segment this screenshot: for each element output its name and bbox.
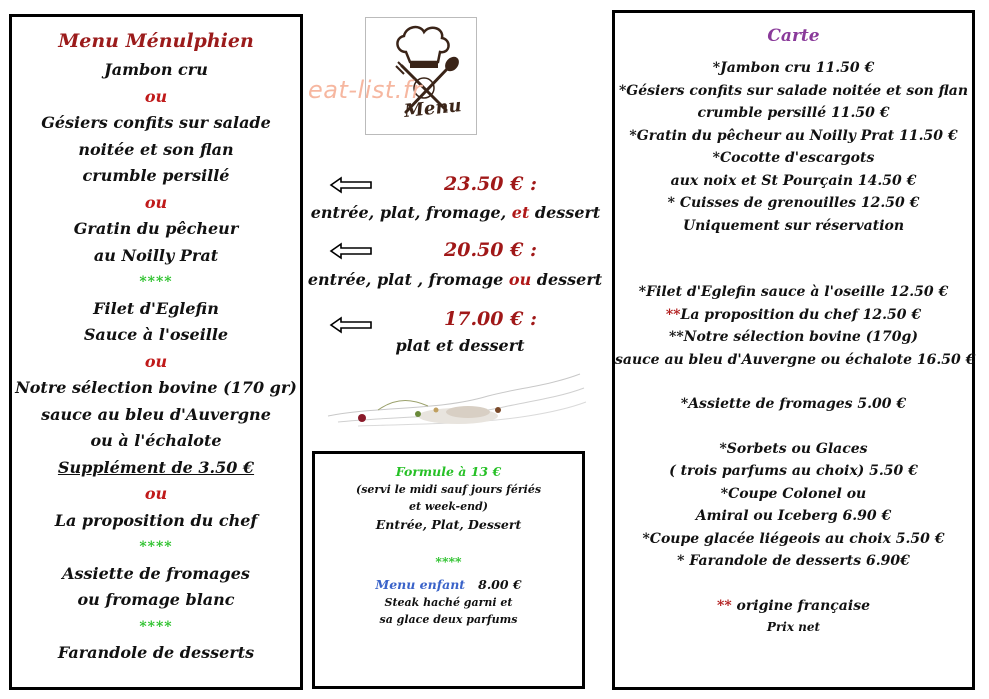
menu-item: ou fromage blanc — [77, 590, 235, 609]
menu-item: ou à l'échalote — [90, 431, 222, 450]
menu-separator-stars: **** — [139, 618, 173, 635]
carte-item — [615, 147, 972, 170]
menu-item: Notre sélection bovine (170 gr) — [15, 378, 297, 397]
menu-item: La proposition du chef — [54, 510, 258, 530]
formula-1-price: 23.50 € : — [444, 173, 537, 195]
kids-menu-heading — [315, 575, 582, 594]
kids-menu-line-1: Steak haché garni et — [384, 596, 513, 609]
menu-separator-ou: ou — [144, 86, 168, 106]
carte-item — [615, 528, 972, 551]
formule-stars: **** — [435, 554, 462, 569]
menu-item: noitée et son flan — [78, 139, 234, 159]
carte-item-text: *Sorbets ou Glaces — [719, 440, 868, 457]
menu-menulphien-panel — [9, 14, 303, 690]
carte-item-text: La proposition du chef 12.50 € — [680, 306, 922, 323]
formula-2-conj: ou — [508, 270, 532, 289]
formule-note-2: et week-end) — [408, 500, 488, 513]
carte-item — [615, 393, 972, 416]
carte-item — [615, 617, 972, 637]
carte-item — [615, 192, 972, 215]
arrow-left-icon — [329, 242, 373, 260]
carte-item-text: Uniquement sur réservation — [682, 217, 905, 234]
menu-separator-stars: **** — [139, 274, 173, 290]
carte-item — [615, 170, 972, 193]
carte-spacer — [615, 416, 972, 438]
carte-item-text: *Coupe glacée liégeois au choix 5.50 € — [642, 530, 945, 547]
carte-spacer — [615, 259, 972, 281]
arrow-left-icon — [329, 176, 373, 194]
carte-item-text: *Assiette de fromages 5.00 € — [680, 396, 907, 412]
carte-title: Carte — [767, 26, 820, 46]
formula-1-conj: et — [511, 203, 530, 222]
menu-item: Filet d'Eglefin — [93, 298, 219, 318]
carte-spacer — [615, 573, 972, 595]
menu-separator-ou: ou — [144, 192, 168, 212]
carte-item — [615, 483, 972, 506]
formule-13-box — [312, 451, 585, 689]
formula-2-desc-end: dessert — [531, 270, 603, 289]
carte-item-text: sauce au bleu d'Auvergne ou échalote 16.50 € — [615, 351, 976, 368]
formula-1-desc — [308, 203, 603, 222]
carte-item — [615, 80, 972, 103]
formula-3-desc-text: plat et dessert — [395, 336, 525, 355]
carte-item — [615, 595, 972, 618]
menu-item: au Noilly Prat — [93, 245, 219, 265]
logo-text: Menu — [403, 95, 463, 122]
menu-items — [12, 57, 300, 667]
carte-item-text: ( trois parfums au choix) 5.50 € — [669, 463, 918, 479]
carte-item-text: Prix net — [766, 620, 821, 634]
carte-item-text: *Gésiers confits sur salade noitée et son flan — [618, 82, 969, 99]
menu-item: Supplément de 3.50 € — [57, 457, 255, 477]
formula-1-desc-end: dessert — [529, 203, 601, 222]
carte-item-text: Amiral ou Iceberg 6.90 € — [695, 508, 892, 524]
menu-separator-ou: ou — [144, 351, 168, 371]
carte-item — [615, 460, 972, 483]
menu-separator-ou: ou — [144, 484, 168, 503]
carte-spacer — [615, 371, 972, 393]
menu-item: Gésiers confits sur salade — [41, 113, 271, 132]
menu-separator-stars: **** — [139, 539, 173, 555]
formula-3-price: 17.00 € : — [444, 308, 537, 330]
menu-title: Menu Ménulphien — [58, 30, 254, 52]
carte-item-text: **Notre sélection bovine (170g) — [669, 329, 918, 345]
carte-item-text: crumble persillé 11.50 € — [697, 105, 890, 121]
carte-item-text: *Filet d'Eglefin sauce à l'oseille 12.50 € — [638, 284, 949, 300]
carte-item-text: *Coupe Colonel ou — [720, 485, 867, 502]
carte-item — [615, 102, 972, 125]
menu-item: Sauce à l'oseille — [83, 325, 229, 344]
menu-item: Farandole de desserts — [57, 643, 255, 662]
formula-1-desc-text: entrée, plat, fromage, — [310, 203, 512, 222]
kids-menu-line-2: sa glace deux parfums — [379, 613, 518, 626]
menu-item: crumble persillé — [82, 166, 230, 185]
carte-item — [615, 57, 972, 80]
arrow-left-icon — [329, 316, 373, 334]
menu-item: Gratin du pêcheur — [73, 219, 239, 238]
carte-item — [615, 281, 972, 304]
carte-item-text: *Jambon cru 11.50 € — [712, 60, 875, 76]
carte-item — [615, 215, 972, 238]
carte-lines — [615, 57, 976, 637]
menu-item: Jambon cru — [104, 60, 208, 79]
kids-menu-label: Menu enfant — [375, 577, 466, 592]
carte-item-mark: ** — [665, 306, 681, 323]
carte-item-text: origine française — [731, 597, 870, 614]
formula-2-desc — [300, 270, 610, 289]
carte-item-text: *Cocotte d'escargots — [712, 150, 875, 166]
carte-item — [615, 304, 972, 327]
carte-panel — [612, 10, 975, 690]
carte-item — [615, 125, 972, 148]
carte-item-text: aux noix et St Pourçain 14.50 € — [670, 172, 917, 189]
carte-item — [615, 438, 972, 461]
floral-decoration — [318, 366, 588, 438]
formula-3-desc — [360, 336, 560, 355]
menu-item: Assiette de fromages — [62, 563, 250, 583]
carte-spacer — [615, 237, 972, 259]
carte-item — [615, 550, 972, 573]
carte-item — [615, 326, 972, 349]
formule-title: Formule à 13 € — [395, 464, 502, 479]
kids-menu-price: 8.00 € — [478, 577, 522, 592]
carte-item — [615, 505, 972, 528]
watermark: eat-list.fr — [308, 76, 423, 104]
formule-contents: Entrée, Plat, Dessert — [375, 517, 522, 532]
carte-item — [615, 349, 976, 372]
carte-item-text: * Cuisses de grenouilles 12.50 € — [667, 195, 920, 211]
formule-note-1: (servi le midi sauf jours fériés — [355, 483, 542, 496]
formula-2-price: 20.50 € : — [444, 239, 537, 261]
carte-item-text: * Farandole de desserts 6.90€ — [677, 553, 910, 569]
carte-item-mark: ** — [717, 597, 732, 614]
carte-item-text: *Gratin du pêcheur au Noilly Prat 11.50 € — [629, 127, 958, 144]
formula-2-desc-text: entrée, plat , fromage — [307, 270, 509, 289]
menu-item: sauce au bleu d'Auvergne — [41, 404, 271, 424]
